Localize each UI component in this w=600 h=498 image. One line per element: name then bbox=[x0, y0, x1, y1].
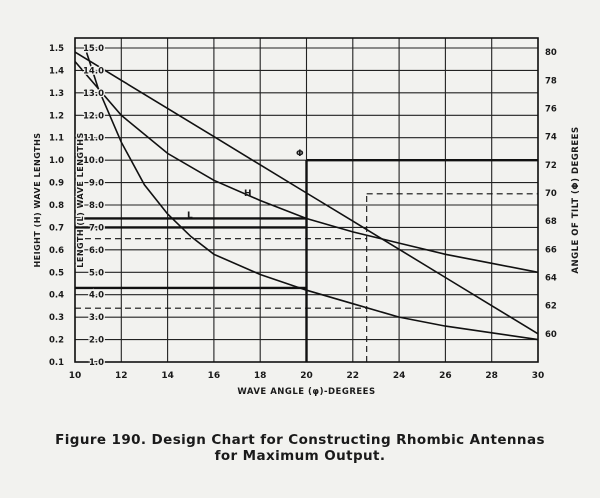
x-tick-label: 20 bbox=[300, 371, 313, 381]
height-tick-label: 1.2 bbox=[48, 111, 64, 122]
x-tick-label: 26 bbox=[439, 371, 452, 381]
x-tick-label: 10 bbox=[68, 371, 82, 381]
height-tick-label: 0.7 bbox=[48, 223, 64, 234]
tilt-axis-title: ANGLE OF TILT (Φ) DEGREES bbox=[571, 126, 581, 274]
series-label-H: H bbox=[244, 189, 252, 199]
series-label-L: L bbox=[187, 211, 193, 221]
x-tick-label: 12 bbox=[115, 371, 128, 381]
series-label-Φ: Φ bbox=[296, 149, 304, 159]
tilt-tick-label: 76 bbox=[545, 104, 557, 115]
x-tick-label: 14 bbox=[161, 371, 174, 381]
length-tick-label: 5.0 bbox=[88, 268, 104, 279]
length-tick-label: 13.0 bbox=[83, 88, 104, 99]
x-tick-label: 16 bbox=[207, 371, 221, 381]
length-tick-label: 3.0 bbox=[88, 313, 104, 324]
height-tick-label: 1.5 bbox=[48, 44, 64, 54]
tilt-tick-label: 60 bbox=[545, 329, 557, 340]
length-tick-label: 7.0 bbox=[88, 223, 104, 234]
length-tick-label: 1.0 bbox=[88, 358, 104, 368]
length-tick-label: 4.0 bbox=[88, 290, 104, 301]
height-tick-label: 0.3 bbox=[48, 313, 64, 324]
tilt-tick-label: 64 bbox=[545, 273, 557, 284]
x-tick-label: 18 bbox=[253, 371, 267, 381]
tilt-tick-label: 78 bbox=[545, 76, 557, 87]
length-tick-label: 15.0 bbox=[83, 44, 104, 54]
tilt-tick-label: 62 bbox=[545, 301, 557, 312]
length-axis-title: LENGTH (L) WAVE LENGTHS bbox=[76, 132, 85, 268]
x-tick-label: 22 bbox=[346, 371, 360, 381]
caption-line-2: for Maximum Output. bbox=[214, 448, 386, 464]
height-tick-label: 0.2 bbox=[48, 335, 64, 346]
height-tick-label: 1.3 bbox=[48, 88, 64, 99]
tilt-tick-label: 72 bbox=[545, 160, 557, 171]
tilt-tick-label: 80 bbox=[545, 48, 557, 59]
length-tick-label: 14.0 bbox=[83, 66, 104, 77]
length-tick-label: 9.0 bbox=[88, 178, 104, 189]
height-tick-label: 1.4 bbox=[48, 66, 64, 77]
length-tick-label: 11.0 bbox=[83, 133, 104, 144]
height-tick-label: 0.9 bbox=[48, 178, 64, 189]
tilt-tick-label: 66 bbox=[545, 245, 557, 256]
tilt-tick-label: 74 bbox=[545, 132, 557, 143]
height-tick-label: 1.1 bbox=[48, 133, 64, 144]
tilt-tick-label: 70 bbox=[545, 188, 557, 199]
length-tick-label: 6.0 bbox=[88, 245, 104, 256]
x-axis-title: WAVE ANGLE (φ)-DEGREES bbox=[237, 387, 376, 397]
height-tick-label: 0.6 bbox=[48, 245, 64, 256]
height-tick-label: 0.5 bbox=[48, 268, 64, 279]
x-tick-label: 24 bbox=[392, 371, 406, 381]
tilt-tick-label: 68 bbox=[545, 217, 557, 228]
x-tick-label: 30 bbox=[531, 371, 545, 381]
height-tick-label: 0.4 bbox=[48, 290, 64, 301]
length-tick-label: 2.0 bbox=[88, 335, 104, 346]
annotation-lines bbox=[75, 160, 538, 362]
caption-line-1: Figure 190. Design Chart for Constructing Rhombic Antennas bbox=[55, 432, 545, 448]
x-tick-label: 28 bbox=[485, 371, 498, 381]
length-tick-label: 12.0 bbox=[83, 111, 104, 122]
height-axis-title: HEIGHT (H) WAVE LENGTHS bbox=[33, 132, 42, 268]
length-tick-label: 8.0 bbox=[88, 201, 104, 211]
height-tick-label: 1.0 bbox=[48, 156, 64, 167]
figure-caption bbox=[0, 432, 600, 464]
height-tick-label: 0.1 bbox=[48, 358, 64, 368]
length-tick-label: 10.0 bbox=[83, 156, 104, 167]
height-tick-label: 0.8 bbox=[48, 201, 64, 211]
